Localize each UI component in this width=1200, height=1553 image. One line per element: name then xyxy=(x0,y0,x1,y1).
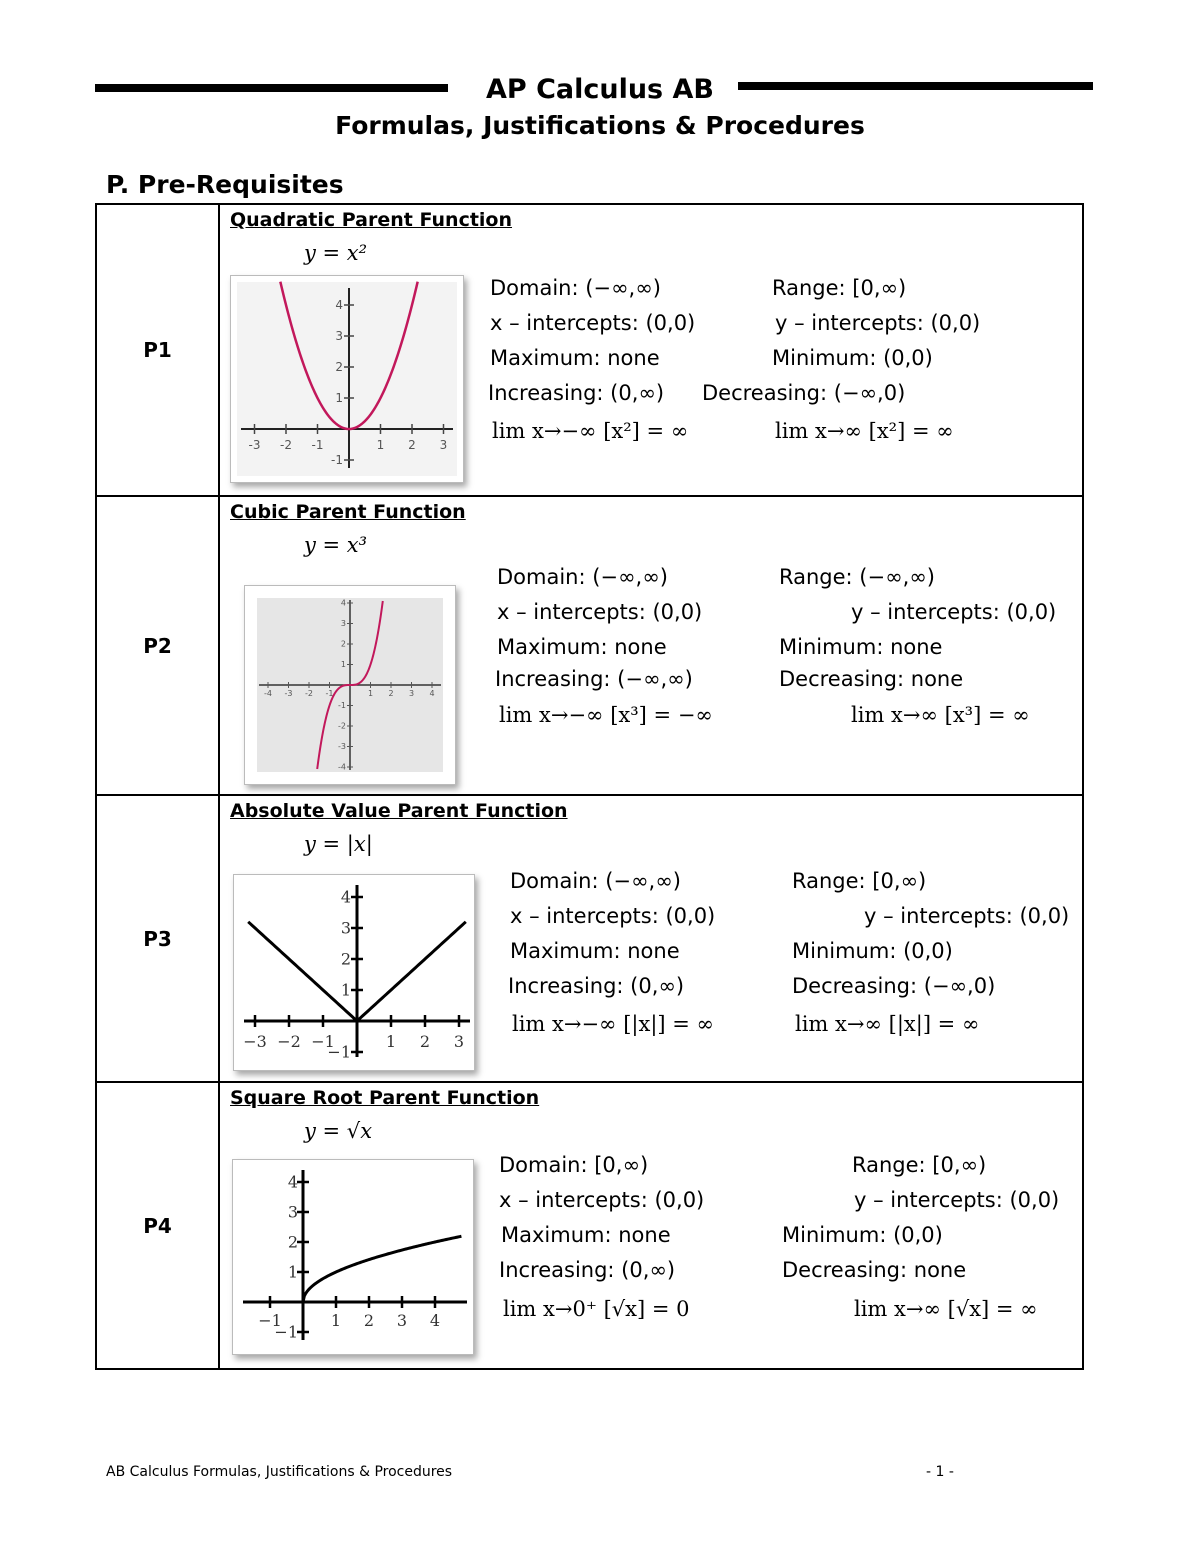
graph-background xyxy=(237,282,457,476)
y-tick-label: 4 xyxy=(335,298,343,312)
y-tick-label: 3 xyxy=(340,619,346,629)
function-name: Quadratic Parent Function xyxy=(230,209,513,231)
cubic-graph-svg xyxy=(245,586,455,784)
y-intercepts-text: y – intercepts: (0,0) xyxy=(775,311,981,335)
y-tick-label: -2 xyxy=(338,721,346,731)
function-name: Square Root Parent Function xyxy=(230,1087,540,1109)
function-name: Absolute Value Parent Function xyxy=(230,800,568,822)
cubic-graph xyxy=(244,585,456,785)
x-tick-label: −3 xyxy=(243,1032,267,1051)
x-tick-label: 2 xyxy=(388,689,394,698)
x-tick-label: -1 xyxy=(325,689,334,698)
y-tick-label: 1 xyxy=(340,660,346,670)
minimum-text: Minimum: (0,0) xyxy=(792,939,953,963)
function-equation: y = |x| xyxy=(304,832,373,856)
x-tick-label: −2 xyxy=(277,1032,301,1051)
row-label: P1 xyxy=(96,204,219,496)
domain-text: Domain: (−∞,∞) xyxy=(490,276,661,300)
x-intercepts-text: x – intercepts: (0,0) xyxy=(490,311,696,335)
maximum-text: Maximum: none xyxy=(510,939,680,963)
y-intercepts-text: y – intercepts: (0,0) xyxy=(854,1188,1060,1212)
x-intercepts-text: x – intercepts: (0,0) xyxy=(497,600,703,624)
row-content xyxy=(219,1082,1083,1369)
x-tick-label: 3 xyxy=(408,689,415,698)
function-equation: y = √x xyxy=(304,1119,373,1143)
y-tick-label: 1 xyxy=(287,1262,298,1282)
decreasing-text: Decreasing: none xyxy=(779,667,964,691)
functions-table xyxy=(95,203,1084,1370)
x-tick-label: 3 xyxy=(439,438,448,452)
quadratic-graph xyxy=(230,275,464,483)
limit-left: lim x→0⁺ [√x] = 0 xyxy=(503,1297,690,1321)
domain-text: Domain: (−∞,∞) xyxy=(510,869,681,893)
function-equation: y = x² xyxy=(304,241,368,265)
y-tick-label: 2 xyxy=(340,639,346,649)
document-subtitle: Formulas, Justifications & Procedures xyxy=(335,111,865,140)
quadratic-graph-svg xyxy=(231,276,463,482)
y-tick-label: 2 xyxy=(340,949,351,969)
domain-text: Domain: [0,∞) xyxy=(499,1153,649,1177)
x-tick-label: 4 xyxy=(429,689,435,698)
y-tick-label: 4 xyxy=(340,598,346,608)
y-tick-label: 1 xyxy=(340,980,351,1000)
limit-left: lim x→−∞ [x²] = ∞ xyxy=(492,419,689,443)
function-name: Cubic Parent Function xyxy=(230,501,466,523)
decreasing-text: Decreasing: (−∞,0) xyxy=(792,974,996,998)
x-tick-label: 1 xyxy=(330,1311,342,1330)
decreasing-text: Decreasing: (−∞,0) xyxy=(702,381,906,405)
x-tick-label: 2 xyxy=(419,1032,431,1051)
limit-right: lim x→∞ [|x|] = ∞ xyxy=(795,1012,980,1036)
limit-right: lim x→∞ [√x] = ∞ xyxy=(854,1297,1038,1321)
x-intercepts-text: x – intercepts: (0,0) xyxy=(499,1188,705,1212)
x-tick-label: -3 xyxy=(284,689,293,698)
y-tick-label: 2 xyxy=(287,1232,298,1252)
x-tick-label: -2 xyxy=(280,438,292,452)
x-tick-label: 1 xyxy=(376,438,385,452)
x-tick-label: -2 xyxy=(305,689,313,698)
limit-left: lim x→−∞ [x³] = −∞ xyxy=(499,703,713,727)
x-tick-label: -3 xyxy=(248,438,261,452)
table-row xyxy=(96,204,1083,496)
increasing-text: Increasing: (0,∞) xyxy=(508,974,685,998)
increasing-text: Increasing: (0,∞) xyxy=(499,1258,676,1282)
x-tick-label: -4 xyxy=(264,689,272,698)
square-root-graph xyxy=(232,1159,474,1355)
y-tick-label: 4 xyxy=(287,1172,298,1192)
absolute-value-graph xyxy=(233,874,475,1071)
y-tick-label: 1 xyxy=(335,391,343,405)
range-text: Range: [0,∞) xyxy=(772,276,907,300)
y-tick-label: −1 xyxy=(327,1042,351,1062)
row-content xyxy=(219,496,1083,795)
y-tick-label: -3 xyxy=(338,742,346,752)
row-label: P4 xyxy=(96,1082,219,1369)
increasing-text: Increasing: (0,∞) xyxy=(488,381,665,405)
x-tick-label: 2 xyxy=(408,438,416,452)
document-title: AP Calculus AB xyxy=(485,74,715,105)
table-row xyxy=(96,795,1083,1082)
square-root-graph-svg xyxy=(233,1160,473,1354)
y-tick-label: −1 xyxy=(274,1322,298,1342)
x-tick-label: 4 xyxy=(429,1311,441,1330)
footer-left: AB Calculus Formulas, Justifications & Procedures xyxy=(106,1464,453,1480)
minimum-text: Minimum: (0,0) xyxy=(782,1223,943,1247)
range-text: Range: (−∞,∞) xyxy=(779,565,935,589)
decreasing-text: Decreasing: none xyxy=(782,1258,967,1282)
y-tick-label: 3 xyxy=(287,1202,298,1222)
x-tick-label: 3 xyxy=(396,1311,408,1330)
increasing-text: Increasing: (−∞,∞) xyxy=(495,667,693,691)
square-root-curve xyxy=(303,1236,461,1302)
absolute-value-graph-svg xyxy=(234,875,474,1070)
row-content xyxy=(219,795,1083,1082)
maximum-text: Maximum: none xyxy=(501,1223,671,1247)
x-tick-label: 3 xyxy=(453,1032,465,1051)
limit-left: lim x→−∞ [|x|] = ∞ xyxy=(512,1012,715,1036)
x-tick-label: −1 xyxy=(311,1032,335,1051)
x-tick-label: 1 xyxy=(385,1032,397,1051)
x-tick-label: -1 xyxy=(311,438,324,452)
row-label: P2 xyxy=(96,496,219,795)
y-intercepts-text: y – intercepts: (0,0) xyxy=(864,904,1070,928)
maximum-text: Maximum: none xyxy=(497,635,667,659)
limit-right: lim x→∞ [x³] = ∞ xyxy=(851,703,1030,727)
y-intercepts-text: y – intercepts: (0,0) xyxy=(851,600,1057,624)
minimum-text: Minimum: none xyxy=(779,635,943,659)
row-content xyxy=(219,204,1083,496)
limit-right: lim x→∞ [x²] = ∞ xyxy=(775,419,954,443)
range-text: Range: [0,∞) xyxy=(852,1153,987,1177)
maximum-text: Maximum: none xyxy=(490,346,660,370)
section-title: P. Pre-Requisites xyxy=(106,170,344,199)
x-tick-label: −1 xyxy=(258,1311,282,1330)
footer-page-number: - 1 - xyxy=(926,1464,954,1480)
y-tick-label: 2 xyxy=(335,360,343,374)
y-tick-label: -1 xyxy=(338,701,346,711)
x-tick-label: 2 xyxy=(363,1311,375,1330)
range-text: Range: [0,∞) xyxy=(792,869,927,893)
row-label: P3 xyxy=(96,795,219,1082)
y-tick-label: 4 xyxy=(340,887,351,907)
y-tick-label: 3 xyxy=(335,329,343,343)
y-tick-label: 3 xyxy=(340,918,351,938)
x-intercepts-text: x – intercepts: (0,0) xyxy=(510,904,716,928)
minimum-text: Minimum: (0,0) xyxy=(772,346,933,370)
y-tick-label: -4 xyxy=(338,762,346,772)
function-equation: y = x³ xyxy=(304,533,368,557)
table-row xyxy=(96,1082,1083,1369)
y-tick-label: -1 xyxy=(331,453,343,467)
domain-text: Domain: (−∞,∞) xyxy=(497,565,668,589)
table-row xyxy=(96,496,1083,795)
x-tick-label: 1 xyxy=(367,689,374,698)
